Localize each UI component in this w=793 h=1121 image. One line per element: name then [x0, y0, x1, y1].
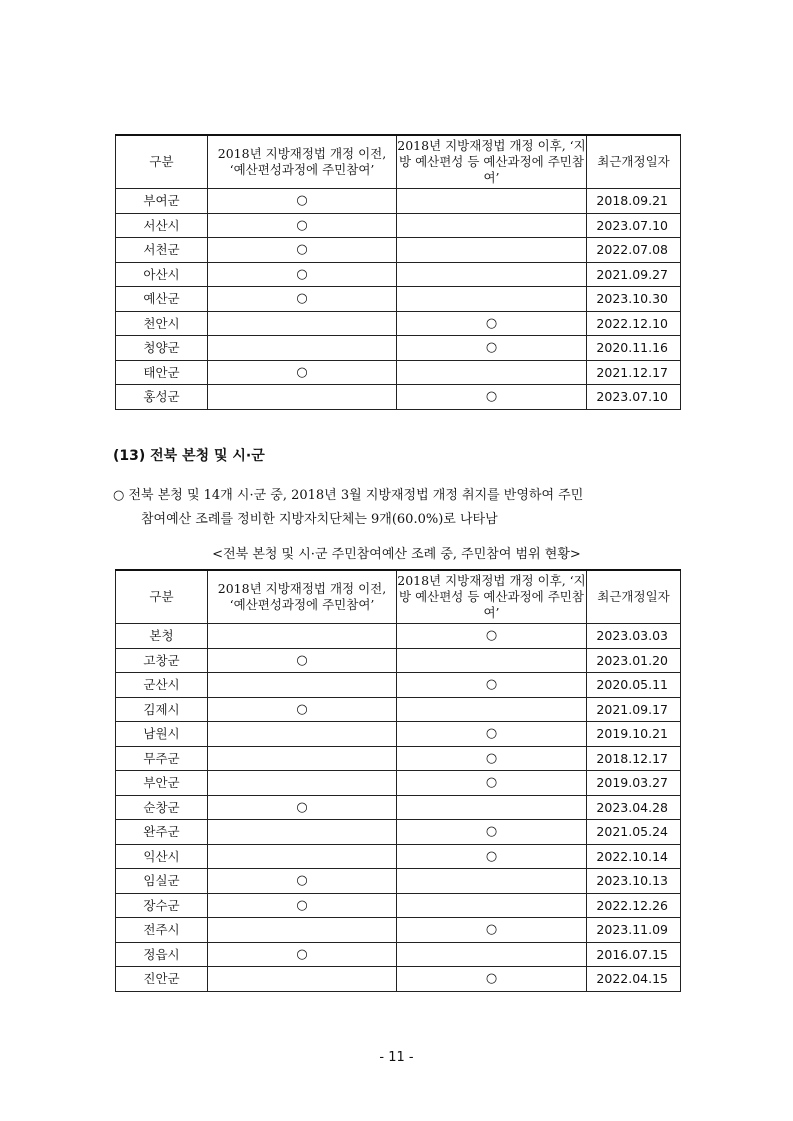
region-name-cell: 부안군 — [116, 771, 208, 796]
before-2018-mark-cell — [208, 918, 397, 943]
header-category: 구분 — [116, 570, 208, 624]
region-name-cell: 본청 — [116, 624, 208, 649]
before-2018-mark-cell — [208, 624, 397, 649]
before-2018-mark-cell: ○ — [208, 287, 397, 312]
region-name-cell: 예산군 — [116, 287, 208, 312]
section-title: (13) 전북 본청 및 시·군 — [113, 448, 265, 464]
before-2018-mark-cell — [208, 722, 397, 747]
revision-date-cell: 2018.12.17 — [587, 746, 681, 771]
table-row — [116, 189, 681, 214]
revision-date-cell: 2019.03.27 — [587, 771, 681, 796]
after-2018-mark-cell — [397, 262, 587, 287]
region-name-cell: 청양군 — [116, 336, 208, 361]
table-row — [116, 697, 681, 722]
revision-date-cell: 2020.05.11 — [587, 673, 681, 698]
table-row — [116, 336, 681, 361]
table-header-row — [116, 570, 681, 624]
table-caption: <전북 본청 및 시·군 주민참여예산 조례 중, 주민참여 범위 현황> — [212, 547, 581, 562]
table-row — [116, 967, 681, 992]
after-2018-mark-cell: ○ — [397, 722, 587, 747]
revision-date-cell: 2023.11.09 — [587, 918, 681, 943]
after-2018-mark-cell — [397, 238, 587, 263]
chungnam-table — [115, 134, 681, 410]
revision-date-cell: 2023.10.13 — [587, 869, 681, 894]
after-2018-mark-cell: ○ — [397, 311, 587, 336]
before-2018-mark-cell: ○ — [208, 238, 397, 263]
table-row — [116, 385, 681, 410]
table-row — [116, 771, 681, 796]
before-2018-mark-cell: ○ — [208, 942, 397, 967]
revision-date-cell: 2023.07.10 — [587, 213, 681, 238]
header-before-2018: 2018년 지방재정법 개정 이전, ‘예산편성과정에 주민참여’ — [208, 135, 397, 189]
revision-date-cell: 2022.12.10 — [587, 311, 681, 336]
revision-date-cell: 2016.07.15 — [587, 942, 681, 967]
table-row — [116, 213, 681, 238]
table-row — [116, 795, 681, 820]
after-2018-mark-cell — [397, 697, 587, 722]
after-2018-mark-cell — [397, 893, 587, 918]
region-name-cell: 태안군 — [116, 360, 208, 385]
before-2018-mark-cell: ○ — [208, 648, 397, 673]
region-name-cell: 정읍시 — [116, 942, 208, 967]
after-2018-mark-cell: ○ — [397, 844, 587, 869]
before-2018-mark-cell — [208, 673, 397, 698]
region-name-cell: 장수군 — [116, 893, 208, 918]
revision-date-cell: 2022.04.15 — [587, 967, 681, 992]
revision-date-cell: 2023.01.20 — [587, 648, 681, 673]
revision-date-cell: 2023.10.30 — [587, 287, 681, 312]
region-name-cell: 진안군 — [116, 967, 208, 992]
after-2018-mark-cell — [397, 360, 587, 385]
after-2018-mark-cell: ○ — [397, 967, 587, 992]
table-row — [116, 820, 681, 845]
after-2018-mark-cell — [397, 942, 587, 967]
table-row — [116, 238, 681, 263]
before-2018-mark-cell: ○ — [208, 869, 397, 894]
region-name-cell: 부여군 — [116, 189, 208, 214]
region-name-cell: 김제시 — [116, 697, 208, 722]
after-2018-mark-cell: ○ — [397, 336, 587, 361]
region-name-cell: 남원시 — [116, 722, 208, 747]
revision-date-cell: 2023.04.28 — [587, 795, 681, 820]
header-before-2018: 2018년 지방재정법 개정 이전, ‘예산편성과정에 주민참여’ — [208, 570, 397, 624]
table-row — [116, 942, 681, 967]
revision-date-cell: 2021.12.17 — [587, 360, 681, 385]
header-recent-revision: 최근개정일자 — [587, 135, 681, 189]
region-name-cell: 완주군 — [116, 820, 208, 845]
before-2018-mark-cell — [208, 746, 397, 771]
table-row — [116, 673, 681, 698]
after-2018-mark-cell: ○ — [397, 673, 587, 698]
table-row — [116, 869, 681, 894]
region-name-cell: 서산시 — [116, 213, 208, 238]
table-row — [116, 360, 681, 385]
before-2018-mark-cell: ○ — [208, 795, 397, 820]
region-name-cell: 전주시 — [116, 918, 208, 943]
header-after-2018: 2018년 지방재정법 개정 이후, ‘지방 예산편성 등 예산과정에 주민참여’ — [397, 135, 587, 189]
before-2018-mark-cell: ○ — [208, 360, 397, 385]
after-2018-mark-cell — [397, 213, 587, 238]
table-row — [116, 746, 681, 771]
before-2018-mark-cell — [208, 385, 397, 410]
before-2018-mark-cell: ○ — [208, 262, 397, 287]
table-row — [116, 844, 681, 869]
region-name-cell: 아산시 — [116, 262, 208, 287]
revision-date-cell: 2021.05.24 — [587, 820, 681, 845]
region-name-cell: 순창군 — [116, 795, 208, 820]
table-row — [116, 624, 681, 649]
region-name-cell: 익산시 — [116, 844, 208, 869]
after-2018-mark-cell — [397, 795, 587, 820]
before-2018-mark-cell — [208, 336, 397, 361]
page-number: - 11 - — [379, 1050, 414, 1065]
paragraph-line-2: 참여예산 조례를 정비한 지방자치단체는 9개(60.0%)로 나타남 — [141, 512, 498, 527]
region-name-cell: 홍성군 — [116, 385, 208, 410]
table-row — [116, 648, 681, 673]
summary-paragraph — [113, 484, 688, 532]
region-name-cell: 천안시 — [116, 311, 208, 336]
table-row — [116, 311, 681, 336]
revision-date-cell: 2020.11.16 — [587, 336, 681, 361]
region-name-cell: 서천군 — [116, 238, 208, 263]
after-2018-mark-cell: ○ — [397, 746, 587, 771]
revision-date-cell: 2023.07.10 — [587, 385, 681, 410]
table-row — [116, 722, 681, 747]
after-2018-mark-cell — [397, 287, 587, 312]
before-2018-mark-cell: ○ — [208, 189, 397, 214]
before-2018-mark-cell: ○ — [208, 697, 397, 722]
paragraph-line-1: ○ 전북 본청 및 14개 시·군 중, 2018년 3월 지방재정법 개정 취지를 반영하여 주민 — [113, 488, 584, 503]
after-2018-mark-cell: ○ — [397, 771, 587, 796]
after-2018-mark-cell: ○ — [397, 385, 587, 410]
revision-date-cell: 2021.09.27 — [587, 262, 681, 287]
header-recent-revision: 최근개정일자 — [587, 570, 681, 624]
revision-date-cell: 2022.10.14 — [587, 844, 681, 869]
after-2018-mark-cell: ○ — [397, 820, 587, 845]
after-2018-mark-cell — [397, 189, 587, 214]
table-row — [116, 287, 681, 312]
before-2018-mark-cell — [208, 967, 397, 992]
after-2018-mark-cell: ○ — [397, 624, 587, 649]
before-2018-mark-cell: ○ — [208, 213, 397, 238]
before-2018-mark-cell — [208, 311, 397, 336]
before-2018-mark-cell: ○ — [208, 893, 397, 918]
table-body — [116, 624, 681, 992]
header-category: 구분 — [116, 135, 208, 189]
after-2018-mark-cell: ○ — [397, 918, 587, 943]
revision-date-cell: 2022.12.26 — [587, 893, 681, 918]
before-2018-mark-cell — [208, 820, 397, 845]
region-name-cell: 무주군 — [116, 746, 208, 771]
table-row — [116, 893, 681, 918]
region-name-cell: 고창군 — [116, 648, 208, 673]
revision-date-cell: 2018.09.21 — [587, 189, 681, 214]
jeonbuk-table — [115, 569, 681, 992]
region-name-cell: 임실군 — [116, 869, 208, 894]
before-2018-mark-cell — [208, 844, 397, 869]
after-2018-mark-cell — [397, 648, 587, 673]
table-body — [116, 189, 681, 410]
table-row — [116, 262, 681, 287]
revision-date-cell: 2023.03.03 — [587, 624, 681, 649]
revision-date-cell: 2021.09.17 — [587, 697, 681, 722]
table-header-row — [116, 135, 681, 189]
revision-date-cell: 2022.07.08 — [587, 238, 681, 263]
after-2018-mark-cell — [397, 869, 587, 894]
table-row — [116, 918, 681, 943]
region-name-cell: 군산시 — [116, 673, 208, 698]
before-2018-mark-cell — [208, 771, 397, 796]
revision-date-cell: 2019.10.21 — [587, 722, 681, 747]
header-after-2018: 2018년 지방재정법 개정 이후, ‘지방 예산편성 등 예산과정에 주민참여’ — [397, 570, 587, 624]
